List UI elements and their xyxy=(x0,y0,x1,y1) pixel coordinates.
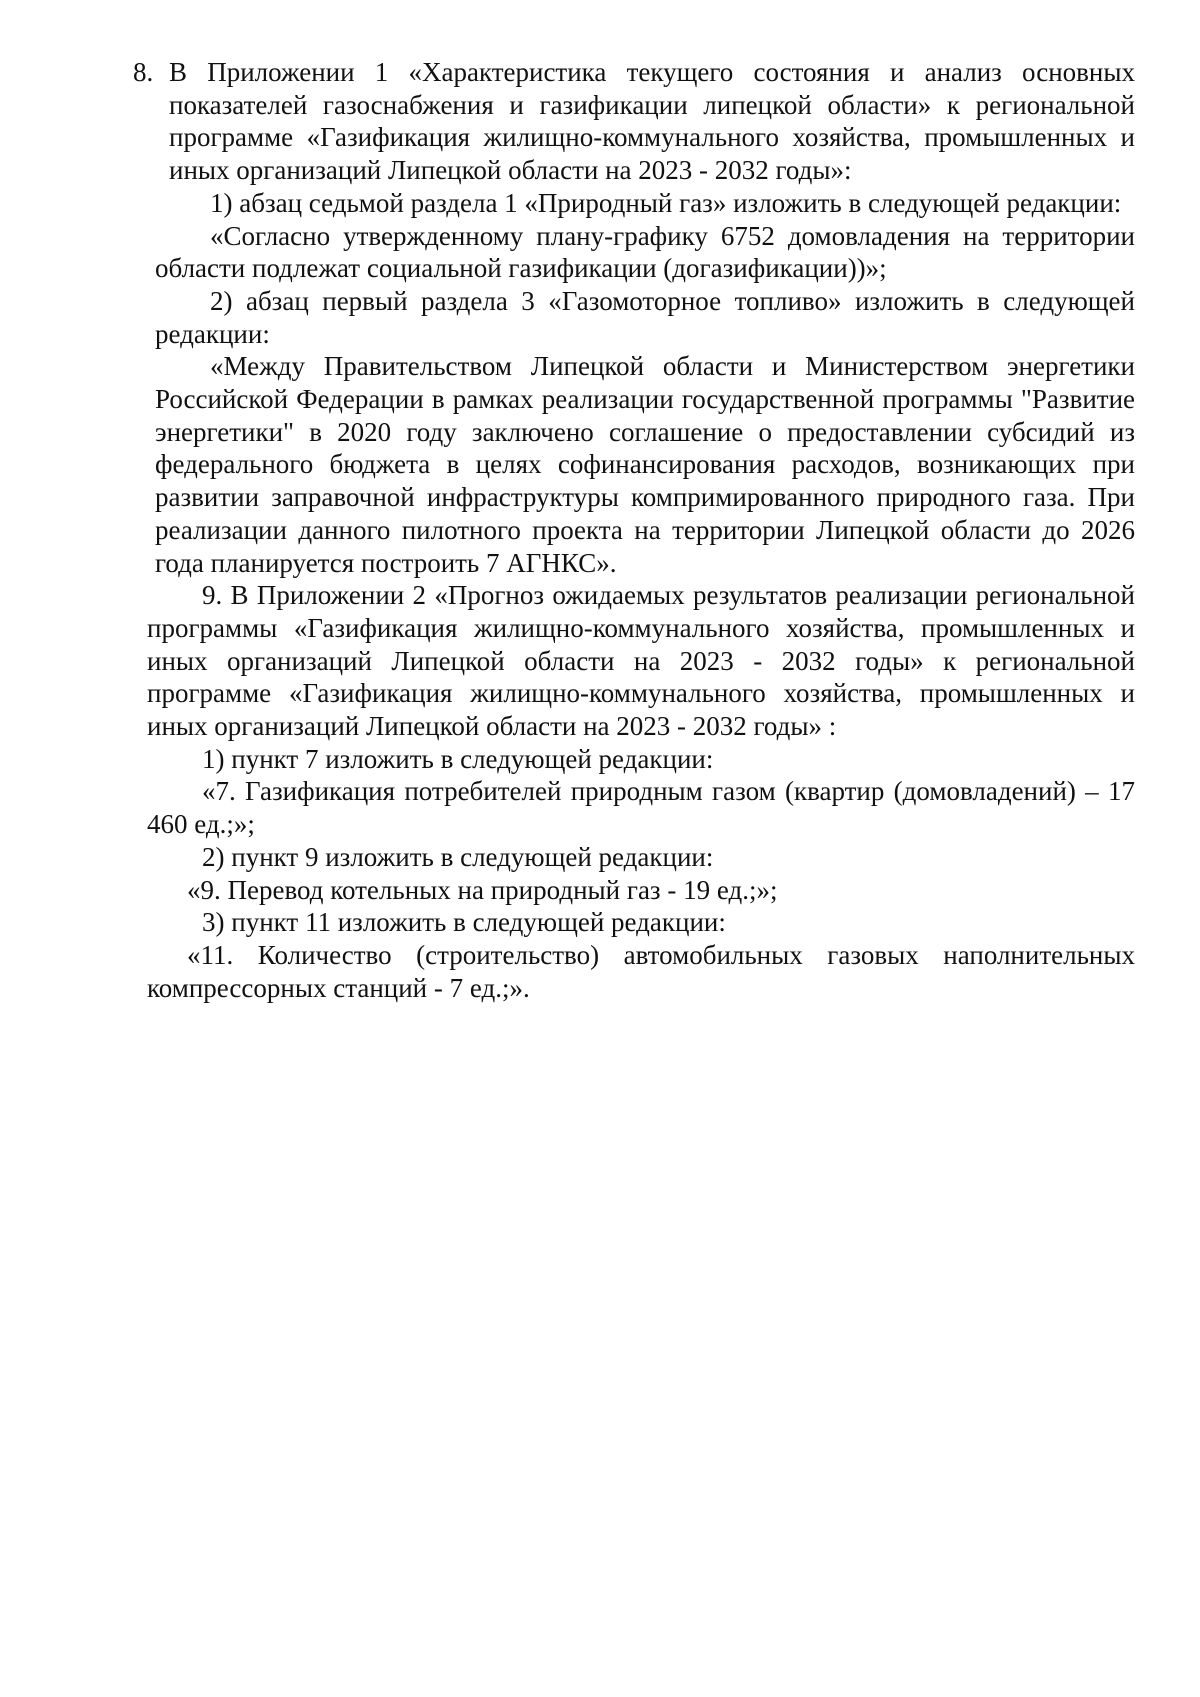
item-9-subitem-1-quote: «7. Газификация потребителей природным газом (квартир (домовладений) – 17 460 ед.;»; xyxy=(147,776,1135,840)
document-body xyxy=(133,56,1135,1004)
item-8-text: В Приложении 1 «Характеристика текущего состояния и анализ основных показателей газоснабжения и газификации липецкой области» к региональной программе «Газификация жилищно-коммунального хозяйства, промышленных и иных организаций Липецкой области на 2023 - 2032 годы»: xyxy=(169,57,1135,186)
item-8-number: 8. xyxy=(133,57,154,87)
item-9-subitem-3-quote: «11. Количество (строительство) автомобильных газовых наполнительных компрессорных станций - 7 ед.;». xyxy=(147,939,1135,1003)
item-8-paragraph xyxy=(133,56,1135,187)
item-9-subitem-1: 1) пункт 7 изложить в следующей редакции: xyxy=(202,743,714,774)
item-8-subitem-2-quote: «Между Правительством Липецкой области и Министерством энергетики Российской Федерации в рамках реализации государственной программы "Развитие энергетики" в 2020 году заключено соглашение о предоставлении субсидий из федерального бюджета в целях софинансирования расходов, возникающих при развитии заправочной инфраструктуры компримированного природного газа. При реализации данного пилотного проекта на территории Липецкой области до 2026 года планируется построить 7 АГНКС». xyxy=(155,351,1135,578)
item-9-subitem-3: 3) пункт 11 изложить в следующей редакции: xyxy=(202,907,726,938)
item-8-subitem-1-quote: «Согласно утвержденному плану-графику 6752 домовладения на территории области подлежат социальной газификации (догазификации))»; xyxy=(155,220,1135,284)
item-9-paragraph: 9. В Приложении 2 «Прогноз ожидаемых результатов реализации региональной программы «Газификация жилищно-коммунального хозяйства, промышленных и иных организаций Липецкой области на 2023 - 2032 годы» к региональной программе «Газификация жилищно-коммунального хозяйства, промышленных и иных организаций Липецкой области на 2023 - 2032 годы» : xyxy=(147,580,1135,742)
item-8-subitem-1: 1) абзац седьмой раздела 1 «Природный газ» изложить в следующей редакции: xyxy=(210,187,1122,218)
item-8-subitem-2: 2) абзац первый раздела 3 «Газомоторное топливо» изложить в следующей редакции: xyxy=(155,285,1135,349)
item-9-subitem-2: 2) пункт 9 изложить в следующей редакции: xyxy=(202,841,714,872)
item-9-subitem-2-quote: «9. Перевод котельных на природный газ - 19 ед.;»; xyxy=(187,874,778,905)
